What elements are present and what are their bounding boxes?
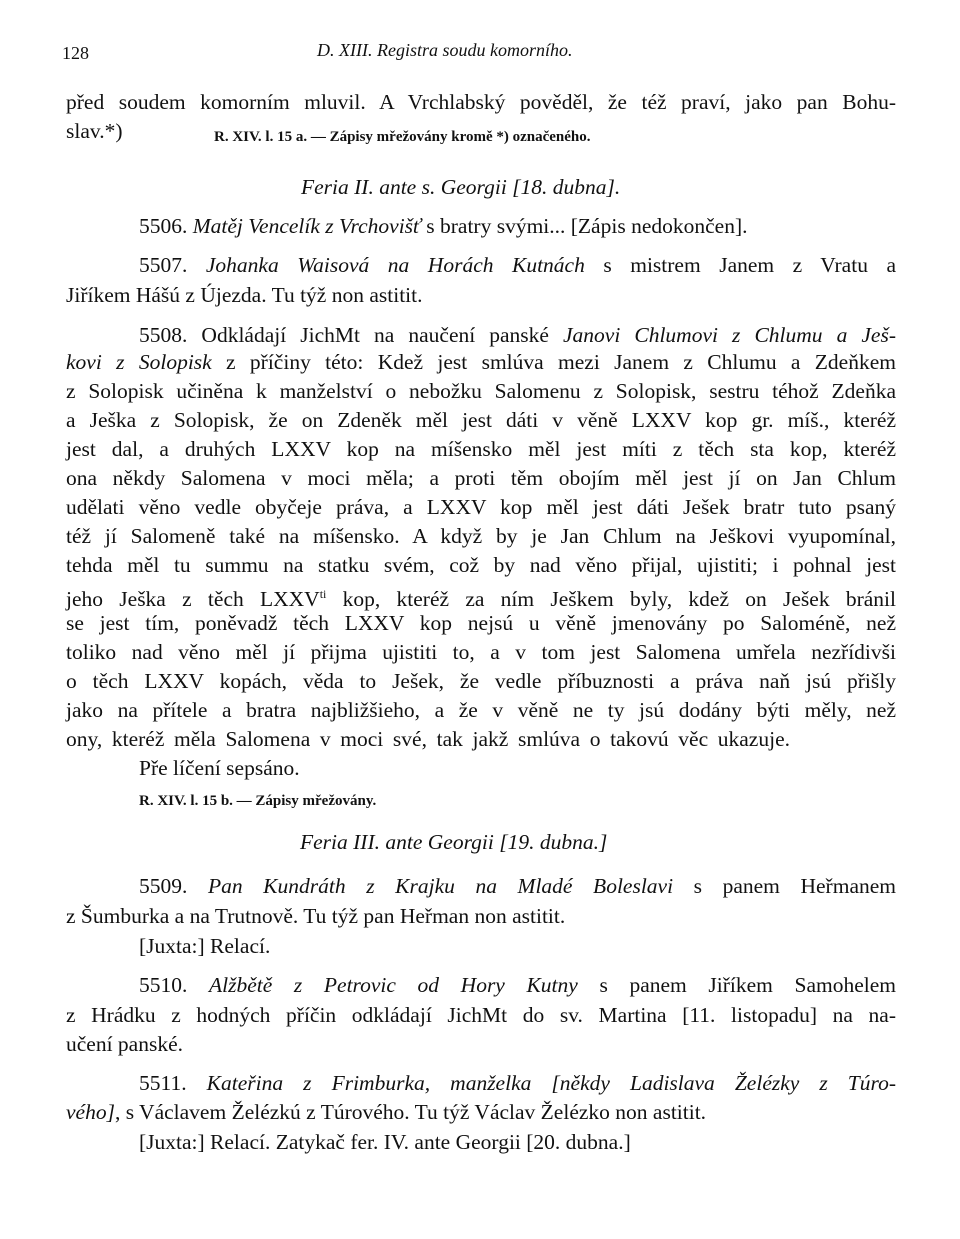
text-line: ona někdy Salomena v moci měla; a proti těm obojím měl jest jí on Jan Chlum: [66, 466, 896, 490]
text-line: z Šumburka a na Trutnově. Tu týž pan Heřman non astitit.: [66, 904, 566, 928]
text-line: Pře líčení sepsáno.: [139, 756, 300, 780]
text-line: se jest tím, poněvadž těch LXXV kop nejsú u věně jmenovány po Saloméně, než: [66, 611, 896, 635]
text-line: 5507. Johanka Waisová na Horách Kutnách s mistrem Janem z Vratu a: [139, 253, 896, 277]
text-line: o těch LXXV kopách, věda to Ješek, že vedle příbuznosti a práva naň jsú přišly: [66, 669, 896, 693]
section-heading: Feria II. ante s. Georgii [18. dubna].: [301, 175, 621, 199]
footnote-line: R. XIV. l. 15 b. — Zápisy mřežovány.: [139, 793, 377, 809]
text-line: 5506. Matěj Vencelík z Vrchovišť s bratry svými... [Zápis nedokončen].: [139, 214, 748, 238]
text-line: vého], s Václavem Želézkú z Túrového. Tu týž Václav Želézko non astitit.: [66, 1100, 707, 1124]
text-line: ony, kteréž měla Salomena v moci své, tak jakž smlúva o takovú věc ukazuje.: [66, 727, 790, 751]
text-line: toliko nad věno měl jí přijma ujistiti to, a v tom jest Salomena umřela nezřídivši: [66, 640, 896, 664]
page-number: 128: [62, 43, 89, 63]
text-line: 5511. Kateřina z Frimburka, manželka [někdy Ladislava Želézky z Túro-: [139, 1071, 896, 1095]
text-line: jeho Ješka z těch $LXXV^{ti}$ kop, kteréž za ním Ješkem byly, kdež on Ješek bránil: [66, 587, 897, 612]
footnote-line: R. XIV. l. 15 a. — Zápisy mřežovány kromě *) označeného.: [214, 129, 591, 145]
text-line: učení panské.: [66, 1032, 184, 1056]
text-line: též jí Salomeně také na míšensko. A když by je Jan Chlum na Ješkovi vyupomínal,: [66, 524, 896, 548]
text-line: z Solopisk učiněna k manželství o nebožku Salomenu z Solopisk, sestru téhož Zdeňka: [66, 379, 896, 403]
section-heading: Feria III. ante Georgii [19. dubna.]: [300, 830, 608, 854]
text-line: jest dal, a druhých LXXV kop na míšensko měl jest míti z těch sta kop, kteréž: [66, 437, 896, 461]
text-line: jako na přítele a bratra najbližšieho, a že v věně ne ty jsú dodány býti měly, než: [66, 698, 896, 722]
text-line: a Ješka z Solopisk, že on Zdeněk měl jest dáti v věně LXXV kop gr. míš., kteréž: [66, 408, 896, 432]
text-line: [Juxta:] Relací. Zatykač fer. IV. ante Georgii [20. dubna.]: [139, 1130, 631, 1154]
text-line: Jiříkem Hášú z Újezda. Tu týž non astitit.: [66, 283, 423, 307]
text-line: tehda měl tu summu na statku svém, což by nad věno přijal, ujistiti; i pohnal jest: [66, 553, 896, 577]
text-line: 5509. Pan Kundráth z Krajku na Mladé Boleslavi s panem Heřmanem: [139, 874, 897, 898]
running-title: D. XIII. Registra soudu komorního.: [317, 40, 573, 60]
text-line: [Juxta:] Relací.: [139, 934, 271, 958]
text-line: z Hrádku z hodných příčin odkládají JichMt do sv. Martina [11. listopadu] na na-: [66, 1003, 896, 1027]
text-line: 5510. Alžbětě z Petrovic od Hory Kutny s panem Jiříkem Samohelem: [139, 973, 897, 997]
text-line: kovi z Solopisk z příčiny této: Kdež jest smlúva mezi Janem z Chlumu a Zdeňkem: [66, 350, 896, 374]
text-line: slav.*): [66, 119, 123, 143]
text-line: udělati věno vedle obyčeje práva, a LXXV kop měl jest dáti Ješek bratr tuto psaný: [66, 495, 896, 519]
text-line: 5508. Odkládají JichMt na naučení panské Janovi Chlumovi z Chlumu a Ješ-: [139, 323, 896, 347]
text-line: před soudem komorním mluvil. A Vrchlabský pověděl, že též praví, jako pan Bohu-: [66, 90, 896, 114]
